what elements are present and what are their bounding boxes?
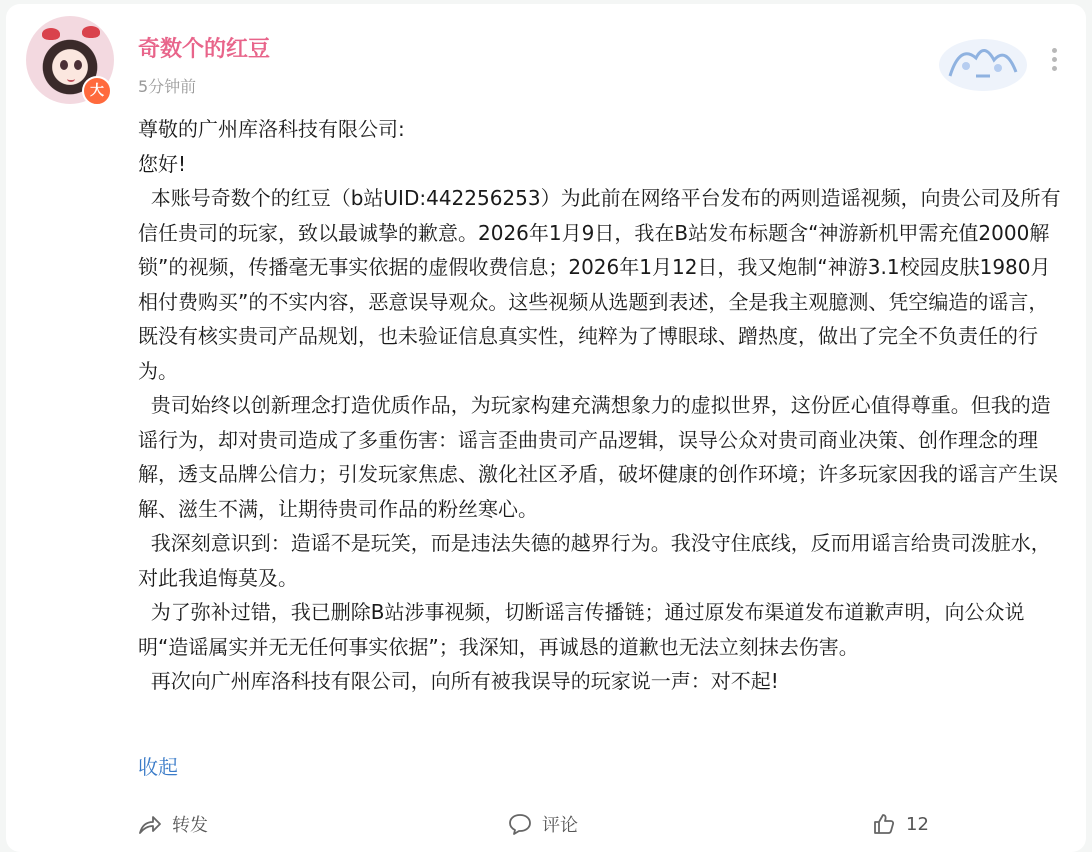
paragraph: 贵司始终以创新理念打造优质作品，为玩家构建充满想象力的虚拟世界，这份匠心值得尊重。但我的造谣行为，却对贵司造成了多重伤害：谣言歪曲贵司产品逻辑，误导公众对贵司商业决策、创作理念的理解，透支品牌公信力；引发玩家焦虑、激化社区矛盾，破坏健康的创作环境；许多玩家因我的谣言产生误解、滋生不满，让期待贵司作品的粉丝寒心。 [138, 393, 1058, 521]
post-time: 5分钟前 [138, 77, 197, 96]
paragraph: 您好! [138, 151, 187, 176]
rank-badge: 大 [82, 76, 112, 106]
comment-button[interactable] [508, 810, 578, 838]
paragraph: 本账号奇数个的红豆（b站UID:442256253）为此前在网络平台发布的两则造谣视频，向贵公司及所有信任贵司的玩家，致以最诚挚的歉意。2026年1月9日，我在B站发布标题含“神游新机甲需充值2000解锁”的视频，传播毫无事实依据的虚假收费信息；2026年1月12日，我又炮制“神游3.1校园皮肤1980月相付费购买”的不实内容，恶意误导观众。这些视频从选题到表述，全是我主观臆测、凭空编造的谣言，既没有核实贵司产品规划，也未验证信息真实性，纯粹为了博眼球、蹭热度，做出了完全不负责任的行为。 [138, 186, 1061, 383]
comment-label: 评论 [542, 815, 578, 836]
paragraph: 为了弥补过错，我已删除B站涉事视频，切断谣言传播链；通过原发布渠道发布道歉声明，向公众说明“造谣属实并无无任何事实依据”；我深知，再诚恳的道歉也无法立刻抹去伤害。 [138, 600, 1025, 659]
more-options-icon[interactable] [1044, 48, 1064, 78]
author-name[interactable]: 奇数个的红豆 [138, 37, 271, 62]
paragraph: 我深刻意识到：造谣不是玩笑，而是违法失德的越界行为。我没守住底线，反而用谣言给贵司泼脏水，对此我追悔莫及。 [138, 531, 1051, 590]
post-card [6, 4, 1086, 852]
like-icon [872, 813, 896, 835]
paragraph: 再次向广州库洛科技有限公司，向所有被我误导的玩家说一声：对不起! [138, 669, 779, 693]
paragraph: 尊敬的广州库洛科技有限公司: [138, 117, 405, 141]
share-button[interactable] [138, 810, 208, 838]
post-content [138, 112, 1066, 699]
share-label: 转发 [172, 815, 208, 836]
like-button[interactable] [872, 810, 929, 838]
decor-badge-icon [936, 36, 1030, 94]
share-icon [138, 813, 162, 835]
like-count: 12 [906, 813, 929, 835]
collapse-link[interactable]: 收起 [138, 755, 178, 779]
comment-icon [508, 813, 532, 835]
